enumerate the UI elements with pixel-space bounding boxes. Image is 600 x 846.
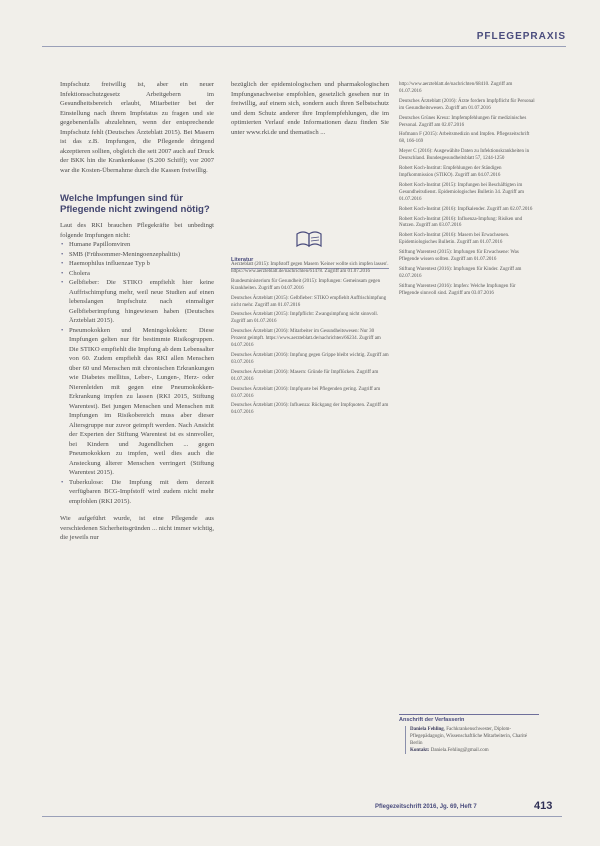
list-item: Aerzteblatt (2015): Impfstoff gegen Masern 'Keiner wollte sich impfen lassen'. https://www.aerzteblatt.de/nachrichten/61478. Zugriff am 01.07.2016	[231, 262, 389, 274]
author-name: Daniela Fehling	[410, 727, 444, 732]
col1-intro: Impfschutz freiwillig ist, aber ein neuer Infektionsschutzgesetz Arbeitgebern im Gesundheitsbereich erlaubt, Mitarbeiter bei der Einstellung nach ihrem Impfstatus zu fragen und sie gegebenenfalls abzulehnen, wenn der entsprechende Impfschutz fehlt (Deutsches Ärzteblatt 2015). Bei Masern ist das z.B. Impfungen, die Pflegende dringend akzeptieren sollten, obgleich die seit 2007 auch auf Druck der BKK hin die Krankenkasse (S.200 Schiff); vor 2007 war die Kosten-Übernahme durch die Kassen freiwillig.	[60, 81, 214, 174]
list-item: • Pneumokokken und Meningokokken: Diese Impfungen gelten nur für bestimmte Risikogruppen. Die STIKO empfiehlt die Impfung ab dem Lebensalter von 60. Zudem empfiehlt das RKI allen Menschen über 60 und Menschen mit chronischen Erkrankungen wie Diabetes mellitus, Leber-, Lungen-, Herz- oder Nierenleiden mit gegen eine Pneumokokken-Erkrankung impfen zu lassen (RKI 2015, Stiftung Warentest). Bei jungen Menschen und Menschen mit Impfungen im Risikobereich muss aber dieser Altersgruppe nur zuvor geimpft werden. Nach Ansicht der Experten der Stiftung Warentest ist es sinnvoller, bei Kindern und Jugendlichen ... gegen Pneumokokken zu impfen, weil dies auch die Ansteckung älterer Menschen verringert (Stiftung Warentest 2015).	[60, 326, 214, 478]
column-2	[231, 80, 389, 137]
literature-list-col2	[231, 262, 389, 420]
col1-lead: Laut des RKI brauchen Pflegekräfte bei unbedingt folgende Impfungen nicht:	[60, 222, 214, 239]
literature-list-col3	[399, 82, 535, 301]
vaccine-list	[60, 240, 214, 506]
author-affiliation: Fachkrankenschwester, Diplom-Pflegepädagogin, Wissenschaftliche Mitarbeiterin, Charité Berlin	[410, 727, 528, 746]
list-item: Deutsches Ärzteblatt (2016): Impfquote bei Pflegenden gering. Zugriff am 03.07.2016	[231, 386, 381, 399]
col1-outro: Wie aufgeführt wurde, ist eine Pflegende aus verschiedenen Sicherheitsgründen ... nicht immer wichtig, die jeweils nur	[60, 515, 214, 541]
list-item: • Haemophilus influenzae Typ b	[60, 259, 214, 269]
footer-rule	[42, 816, 562, 817]
list-item: Deutsches Grünes Kreuz: Impfempfehlungen für medizinisches Personal. Zugriff am 02.07.2016	[399, 115, 527, 128]
author-details: Daniela Fehling, Fachkrankenschwester, Diplom-Pflegepädagogin, Wissenschaftliche Mitarbeiterin, Charité Berlin Kontakt: Daniela.Fehling@gmail.com	[405, 726, 539, 754]
list-item: Robert Koch-Institut (2016): Influenza-Impfung: Risiken und Nutzen. Zugriff am 03.07.2016	[399, 216, 523, 229]
section-heading: Welche Impfungen sind für Pflegende nicht zwingend nötig?	[60, 193, 210, 215]
list-item: Deutsches Ärzteblatt (2015): Gelbfieber: STIKO empfiehlt Auffrischimpfung nicht mehr. Zugriff am 01.07.2016	[231, 295, 387, 308]
list-item: Stiftung Warentest (2016): Impfungen für Kinder. Zugriff am 02.07.2016	[399, 266, 522, 279]
literature-title: Literatur	[231, 257, 254, 263]
list-item: Bundesministerium für Gesundheit (2015): Impfungen: Gemeinsam gegen Krankheiten. Zugriff am 04.07.2016	[231, 278, 381, 291]
list-item: Robert Koch-Institut (2016): Masern bei Erwachsenen. Epidemiologisches Bulletin. Zugriff am 01.07.2016	[399, 233, 510, 246]
author-box	[399, 714, 539, 777]
section-title: PFLEGEPRAXIS	[476, 31, 566, 42]
list-item: • Humane Papillomviren	[60, 240, 214, 250]
contact-label: Kontakt:	[410, 748, 430, 753]
list-item: Deutsches Ärzteblatt (2016): Ärzte fordern Impfpflicht für Personal im Gesundheitswesen. Zugriff am 01.07.2016	[399, 98, 535, 111]
list-item: • Cholera	[60, 269, 214, 279]
list-item: Hofmann F (2015): Arbeitsmedizin und Impfen. Pflegezeitschrift 68, 166-169	[399, 132, 530, 145]
list-item: • SMB (Frühsommer-Meningoenzephalitis)	[60, 250, 214, 260]
list-item: Meyer C (2016): Ausgewählte Daten zu Infektionskrankheiten in Deutschland. Bundesgesundheitsblatt 57, 1244-1250	[399, 149, 530, 162]
col2-intro: bezüglich der epidemiologischen und pharmakologischen Impfungsnachweise empfohlen, gesetzlich gesehen nur in freiwillig, auf einem sich, sondern auch ihren Selbstschutz und dem Schutz anderer ihre Impfempfehlungen, die im optimierten Verlauf ende Informationen dazu finden Sie unter www.rki.de und thematisch ...	[231, 81, 389, 136]
list-item: Deutsches Ärzteblatt (2016): Masern: Gründe für Impflücken. Zugriff am 01.07.2016	[231, 369, 379, 382]
list-item: • Tuberkulose: Die Impfung mit dem derzeit verfügbaren BCG-Impfstoff wird zudem nicht mehr empfohlen (RKI 2015).	[60, 478, 214, 507]
list-item: Stiftung Warentest (2016): Impfen: Welche Impfungen für Pflegende sinnvoll sind. Zugriff am 03.07.2016	[399, 283, 516, 296]
author-heading: Anschrift der Verfasserin	[399, 717, 465, 723]
list-item: Robert Koch-Institut (2016): Impfkalender. Zugriff am 02.07.2016	[399, 206, 533, 212]
list-item: Deutsches Ärzteblatt (2016): Impfung gegen Grippe bleibt wichtig. Zugriff am 03.07.2016	[231, 352, 389, 365]
list-item: Robert Koch-Institut: Empfehlungen der Ständigen Impfkommission (STIKO). Zugriff am 04.07.2016	[399, 166, 502, 178]
list-item: Robert Koch-Institut (2015): Impfungen bei Beschäftigten im Gesundheitsdienst. Epidemiologisches Bulletin 34. Zugriff am 01.07.2016	[399, 182, 525, 202]
journal-footer: Pflegezeitschrift 2016, Jg. 69, Heft 7	[375, 804, 477, 810]
list-item: Stiftung Warentest (2015): Impfungen für Erwachsene: Was Pflegende wissen sollten. Zugriff am 01.07.2016	[399, 250, 519, 263]
list-item: http://www.aerzteblatt.de/nachrichten/68410. Zugriff am 01.07.2016	[399, 82, 513, 94]
header-rule	[42, 46, 566, 47]
author-email[interactable]: Daniela.Fehling@gmail.com	[430, 748, 489, 753]
page-number: 413	[534, 800, 553, 812]
open-book-icon	[295, 228, 323, 248]
column-1	[60, 80, 214, 543]
list-item: Deutsches Ärzteblatt (2016): Mitarbeiter im Gesundheitswesen: Nur 30 Prozent geimpft. https://www.aerzteblatt.de/nachrichten/66234. Zugriff am 04.07.2016	[231, 329, 381, 349]
list-item: Deutsches Ärzteblatt (2015): Impfpflicht: Zwangsimpfung nicht sinnvoll. Zugriff am 01.07.2016	[231, 312, 379, 325]
list-item: Deutsches Ärzteblatt (2016): Influenza: Rückgang der Impfquoten. Zugriff am 04.07.2016	[231, 403, 389, 416]
list-item: • Gelbfieber: Die STIKO empfiehlt hier keine Auffrischimpfung mehr, weil neue Studien auf einen lebenslangen Impfschutz nach einmaliger Gelbfieberimpfung hingewiesen haben (Deutsches Ärzteblatt 2015).	[60, 278, 214, 326]
